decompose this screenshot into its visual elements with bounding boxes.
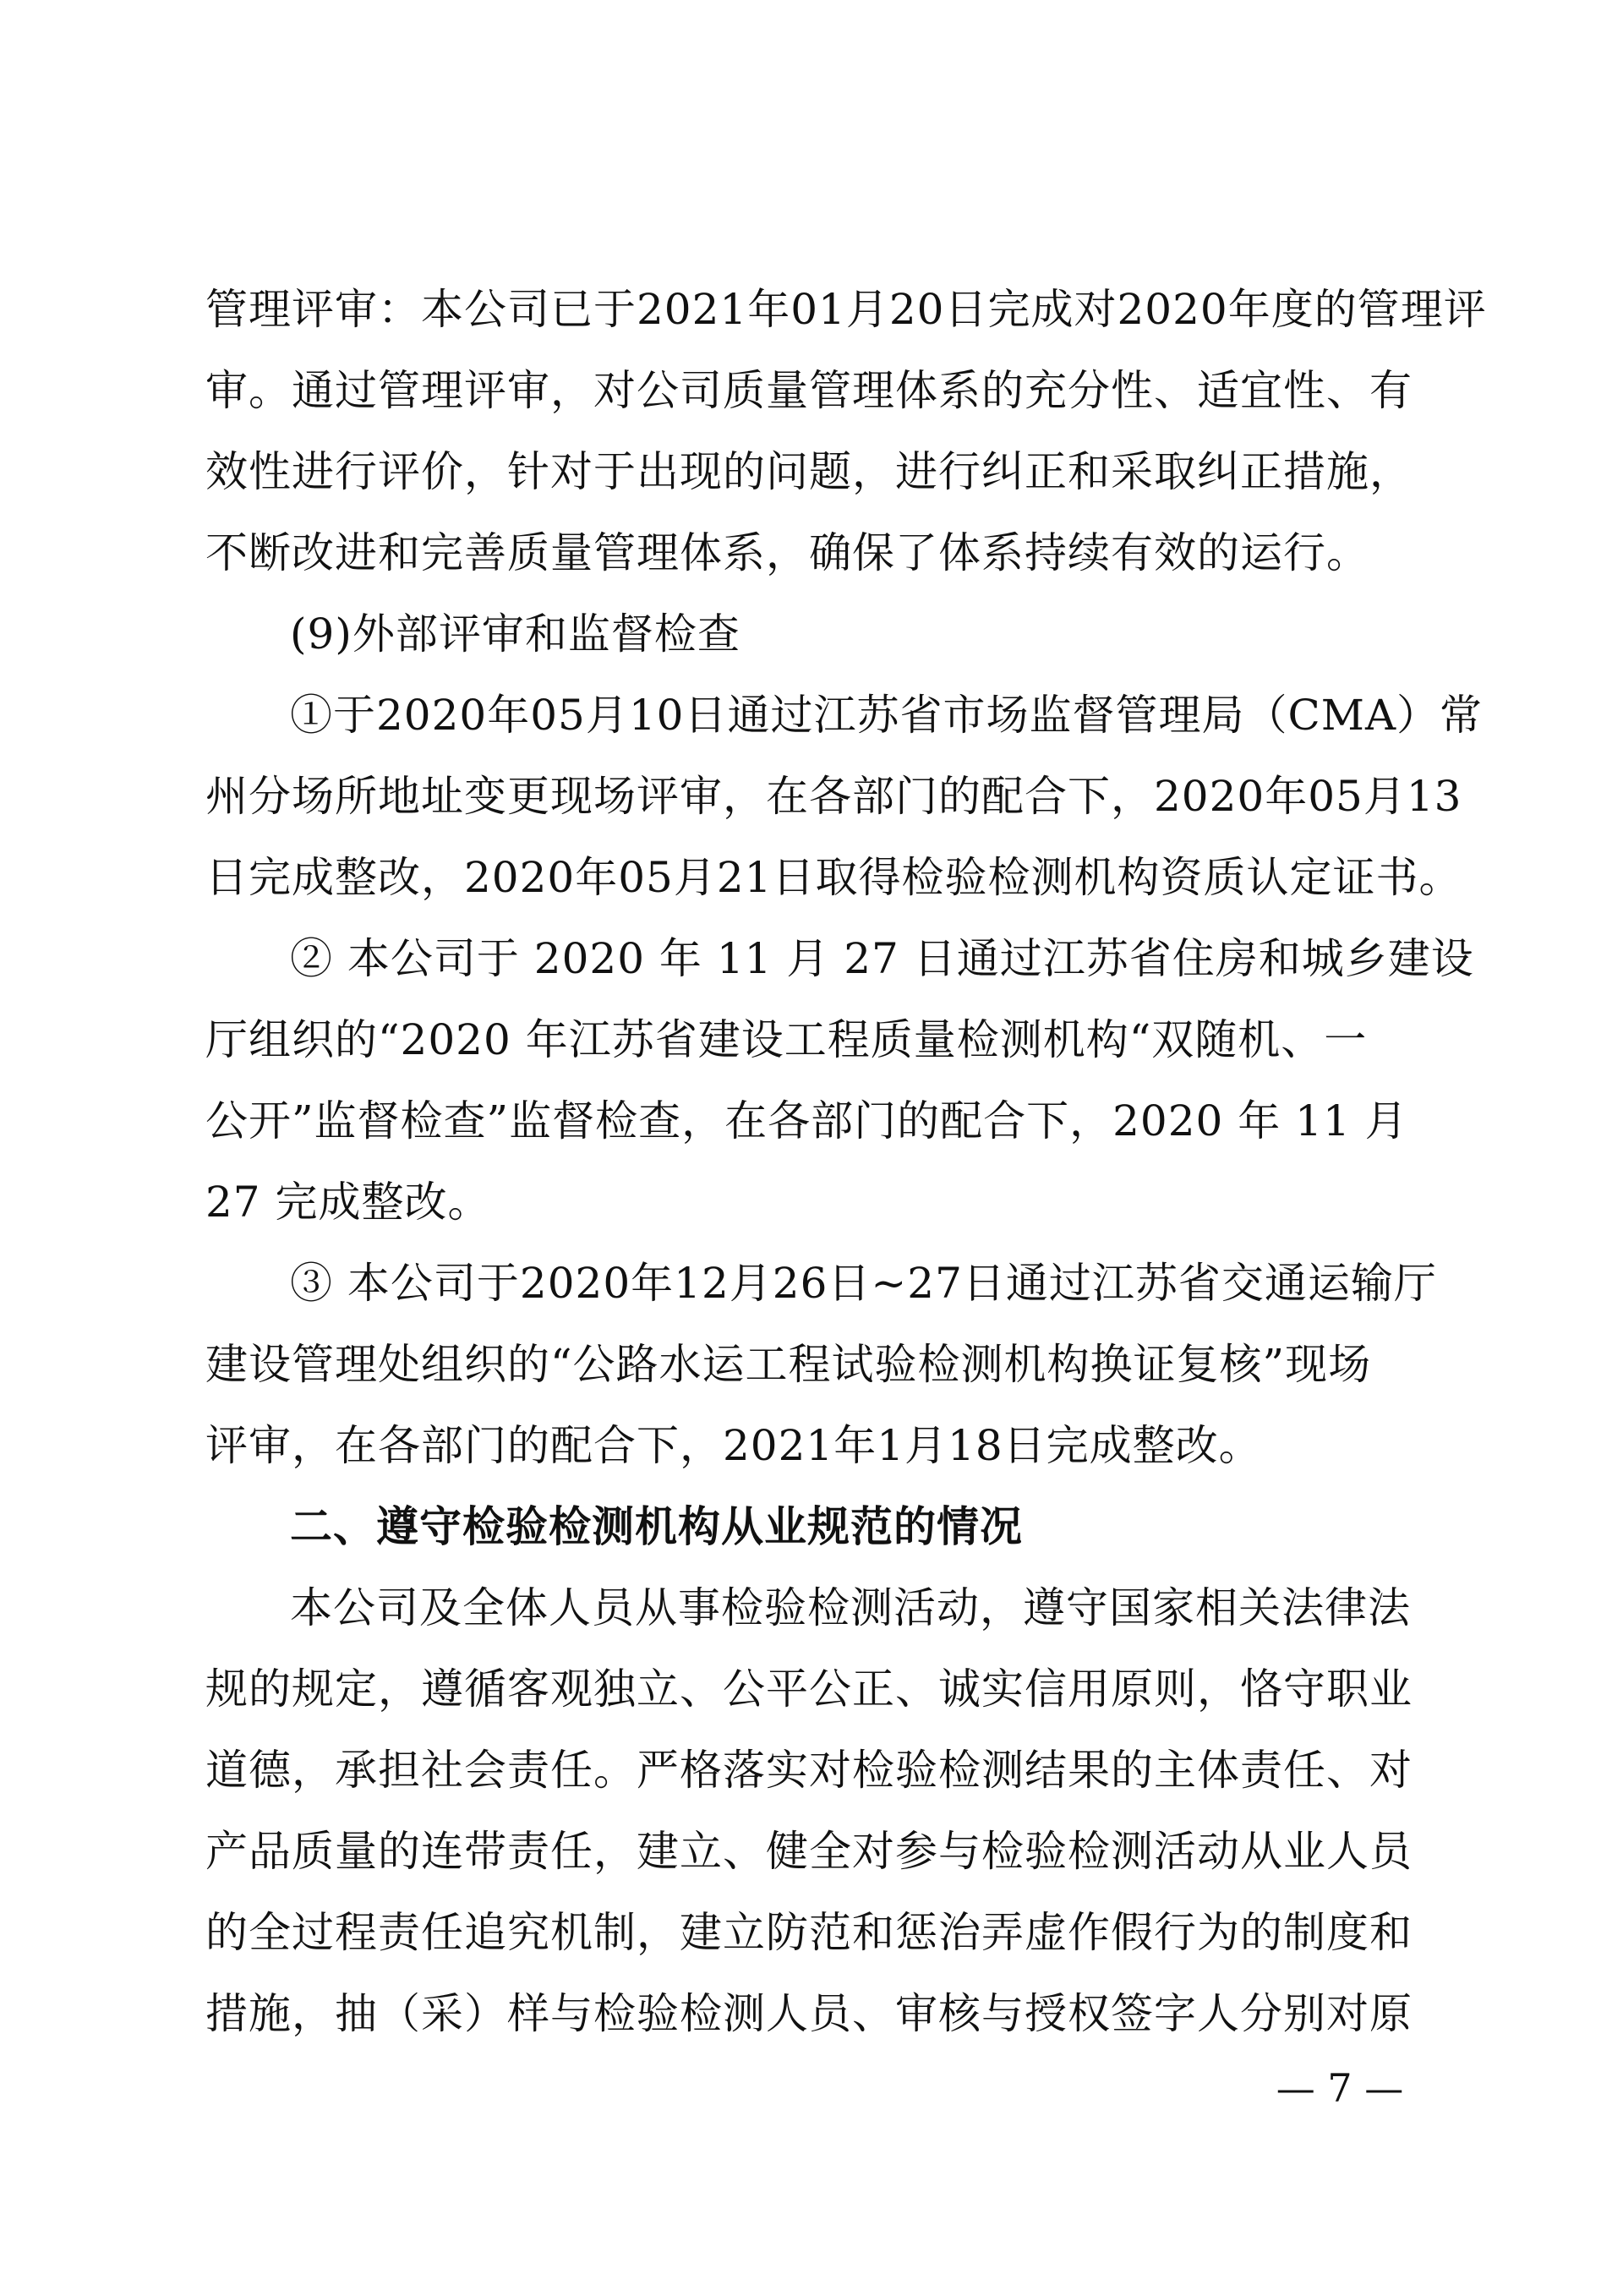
paragraph-line: 道德，承担社会责任。严格落实对检验检测结果的主体责任、对 [205,1746,1413,1795]
paragraph-line: 本公司及全体人员从事检验检测活动，遵守国家相关法律法 [290,1583,1411,1632]
paragraph-line: ③ 本公司于2020年12月26日~27日通过江苏省交通运输厅 [290,1259,1437,1308]
paragraph-line: ①于2020年05月10日通过江苏省市场监督管理局（CMA）常 [290,691,1484,740]
paragraph-line: 建设管理处组织的“公路水运工程试验检测机构换证复核”现场 [205,1340,1372,1389]
paragraph-line: 审。通过管理评审，对公司质量管理体系的充分性、适宜性、有 [205,366,1413,415]
paragraph-line: 厅组织的“2020 年江苏省建设工程质量检测机构“双随机、一 [205,1015,1368,1064]
paragraph-line: 不断改进和完善质量管理体系，确保了体系持续有效的运行。 [205,528,1369,577]
paragraph-line: 日完成整改，2020年05月21日取得检验检测机构资质认定证书。 [205,853,1462,902]
paragraph-line: 公开”监督检查”监督检查，在各部门的配合下，2020 年 11 月 [205,1096,1408,1145]
paragraph-line: 评审，在各部门的配合下，2021年1月18日完成整改。 [205,1421,1262,1470]
paragraph-line: 措施，抽（采）样与检验检测人员、审核与授权签字人分别对原 [205,1989,1413,2038]
paragraph-line: 效性进行评价，针对于出现的问题，进行纠正和采取纠正措施， [205,447,1413,496]
paragraph-line: 的全过程责任追究机制，建立防范和惩治弄虚作假行为的制度和 [205,1908,1413,1957]
subsection-heading: (9)外部评审和监督检查 [290,610,740,659]
paragraph-line: 27 完成整改。 [205,1178,491,1227]
paragraph-line: 规的规定，遵循客观独立、公平公正、诚实信用原则，恪守职业 [205,1665,1413,1714]
paragraph-line: 产品质量的连带责任，建立、健全对参与检验检测活动从业人员 [205,1827,1413,1876]
paragraph-line: 管理评审：本公司已于2021年01月20日完成对2020年度的管理评 [205,285,1487,334]
page-number: — 7 — [1276,2065,1404,2111]
paragraph-line: 州分场所地址变更现场评审，在各部门的配合下，2020年05月13 [205,772,1462,821]
paragraph-line: ② 本公司于 2020 年 11 月 27 日通过江苏省住房和城乡建设 [290,934,1474,983]
section-heading: 二、遵守检验检测机构从业规范的情况 [290,1502,1023,1551]
